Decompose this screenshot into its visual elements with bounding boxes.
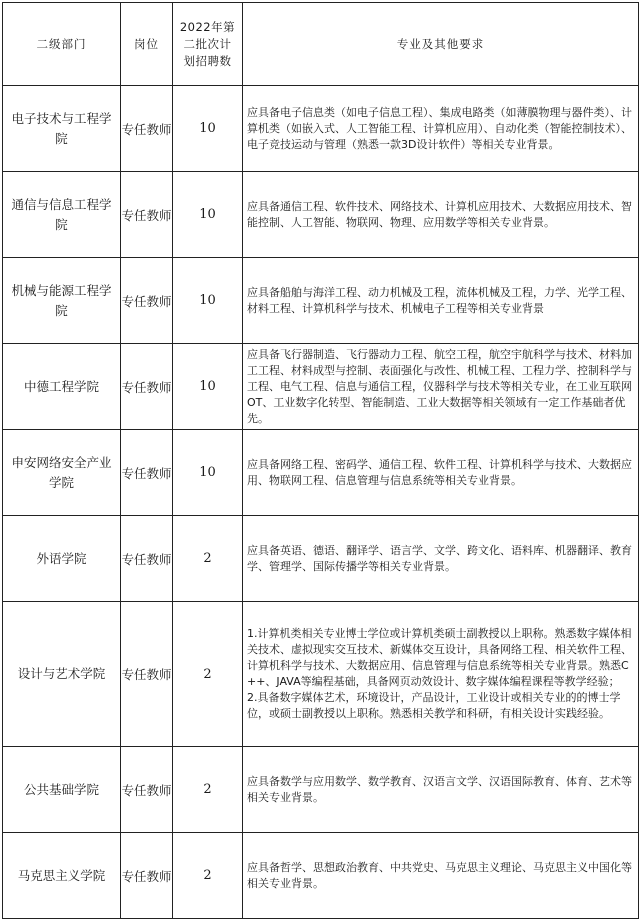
dept-cell: 电子技术与工程学院 — [3, 86, 121, 172]
header-plan-line3: 划招聘数 — [183, 53, 232, 68]
plan-count-cell: 2 — [173, 833, 243, 919]
post-cell: 专任教师 — [121, 602, 173, 747]
table-row — [3, 833, 639, 919]
dept-cell: 马克思主义学院 — [3, 833, 121, 919]
requirement-paragraph: 应具备电子信息类（如电子信息工程）、集成电路类（如薄膜物理与器件类）、计算机类（如嵌入式、人工智能工程、计算机应用）、自动化类（智能控制技术）、电子竞技运动与管理（熟悉一款3D设计软件）等相关专业背景。 — [247, 105, 632, 151]
requirement-paragraph: 1.计算机类相关专业博士学位或计算机类硕士副教授以上职称。熟悉数字媒体相关技术、虚拟现实交互技术、新媒体交互设计，具备网络工程、相关软件工程、计算机科学与技术、大数据应用、信息管理与信息系统等相关专业背景。熟悉C++、JAVA等编程基础，具备网页动效设计、数字媒体编程课程等教学经验； — [247, 627, 632, 688]
requirements-cell — [243, 602, 639, 747]
plan-count-cell: 10 — [173, 430, 243, 516]
dept-cell: 中德工程学院 — [3, 344, 121, 430]
requirement-paragraph: 应具备哲学、思想政治教育、中共党史、马克思主义理论、马克思主义中国化等相关专业背景。 — [247, 860, 632, 890]
table-row — [3, 258, 639, 344]
plan-count-cell: 2 — [173, 747, 243, 833]
header-row — [3, 3, 639, 86]
post-cell: 专任教师 — [121, 833, 173, 919]
requirements-cell — [243, 86, 639, 172]
requirements-cell — [243, 833, 639, 919]
plan-count-cell: 10 — [173, 258, 243, 344]
requirements-cell — [243, 747, 639, 833]
requirements-cell — [243, 344, 639, 430]
plan-count-cell: 2 — [173, 602, 243, 747]
plan-count-cell: 2 — [173, 516, 243, 602]
dept-cell: 通信与信息工程学院 — [3, 172, 121, 258]
post-cell: 专任教师 — [121, 86, 173, 172]
table-row — [3, 747, 639, 833]
table-body — [3, 86, 639, 919]
table-row — [3, 516, 639, 602]
post-cell: 专任教师 — [121, 258, 173, 344]
requirements-cell — [243, 172, 639, 258]
requirements-cell — [243, 430, 639, 516]
table-row — [3, 86, 639, 172]
table-row — [3, 602, 639, 747]
requirement-paragraph: 应具备通信工程、软件技术、网络技术、计算机应用技术、大数据应用技术、智能控制、人工智能、物联网、物理、应用数学等相关专业背景。 — [247, 199, 632, 229]
post-cell: 专任教师 — [121, 516, 173, 602]
requirements-cell — [243, 258, 639, 344]
plan-count-cell: 10 — [173, 86, 243, 172]
requirement-paragraph: 应具备飞行器制造、飞行器动力工程、航空工程，航空宇航科学与技术、材料加工工程、材料成型与控制、表面强化与改性、机械工程、工程力学、控制科学与工程、电气工程、信息与通信工程，仪器科学与技术等相关专业，在工业互联网OT、工业数字化转型、智能制造、工业大数据等相关领域有一定工作基础者优先。 — [247, 347, 632, 425]
header-requirements: 专业及其他要求 — [243, 3, 639, 86]
post-cell: 专任教师 — [121, 344, 173, 430]
post-cell: 专任教师 — [121, 747, 173, 833]
post-cell: 专任教师 — [121, 172, 173, 258]
header-dept: 二级部门 — [3, 3, 121, 86]
table-row — [3, 430, 639, 516]
recruitment-table — [2, 2, 639, 919]
header-plan-count — [173, 3, 243, 86]
dept-cell: 外语学院 — [3, 516, 121, 602]
requirement-paragraph: 应具备船舶与海洋工程、动力机械及工程，流体机械及工程，力学、光学工程、材料工程、计算机科学与技术、机械电子工程等相关专业背景 — [247, 285, 632, 315]
header-plan-line2: 二批次计 — [183, 36, 232, 51]
table-row — [3, 344, 639, 430]
dept-cell: 机械与能源工程学院 — [3, 258, 121, 344]
dept-cell: 公共基础学院 — [3, 747, 121, 833]
header-plan-line1: 2022年第 — [179, 19, 236, 34]
requirements-cell — [243, 516, 639, 602]
requirement-paragraph: 应具备网络工程、密码学、通信工程、软件工程、计算机科学与技术、大数据应用、物联网工程、信息管理与信息系统等相关专业背景。 — [247, 457, 632, 487]
header-post: 岗位 — [121, 3, 173, 86]
dept-cell: 申安网络安全产业学院 — [3, 430, 121, 516]
plan-count-cell: 10 — [173, 344, 243, 430]
requirement-paragraph: 应具备英语、德语、翻译学、语言学、文学、跨文化、语料库、机器翻译、教育学、管理学、国际传播学等相关专业背景。 — [247, 543, 632, 573]
post-cell: 专任教师 — [121, 430, 173, 516]
dept-cell: 设计与艺术学院 — [3, 602, 121, 747]
plan-count-cell: 10 — [173, 172, 243, 258]
requirement-paragraph: 应具备数学与应用数学、数学教育、汉语言文学、汉语国际教育、体育、艺术等相关专业背景。 — [247, 774, 632, 804]
table-row — [3, 172, 639, 258]
requirement-paragraph: 2.具备数字媒体艺术，环境设计，产品设计，工业设计或相关专业的的博士学位，或硕士副教授以上职称。熟悉相关教学和科研，有相关设计实践经验。 — [247, 691, 621, 720]
